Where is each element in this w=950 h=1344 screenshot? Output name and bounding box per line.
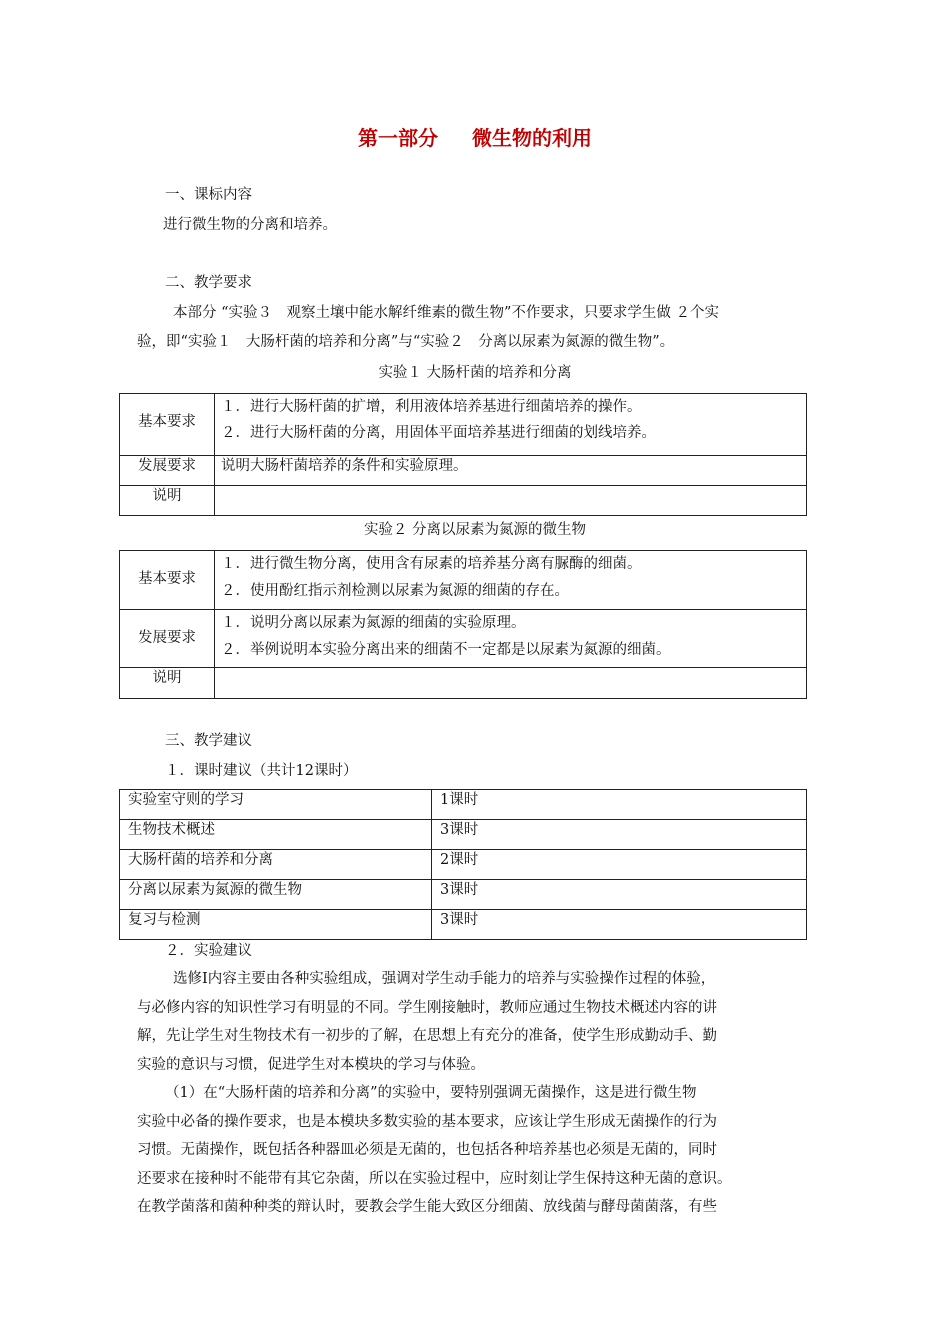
hours-topic: 大肠杆菌的培养和分离 — [120, 850, 432, 880]
row-label: 基本要求 — [120, 394, 215, 456]
paragraph-line: （1）在“大肠杆菌的培养和分离”的实验中，要特别强调无菌操作，这是进行微生物 — [165, 1085, 697, 1101]
intro-line: 本部分 “实验３ 观察土壤中能水解纤维素的微生物”不作要求，只要求学生做 ２个实 — [173, 305, 720, 321]
row-line: １．进行微生物分离，使用含有尿素的培养基分离有脲酶的细菌。 — [221, 556, 642, 572]
hours-value: 2课时 — [432, 850, 807, 880]
page-title — [0, 122, 950, 151]
paragraph-line: 习惯。无菌操作，既包括各种器皿必须是无菌的，也包括各种培养基也必须是无菌的，同时 — [137, 1142, 717, 1158]
row-label: 发展要求 — [120, 610, 215, 668]
table-row — [120, 456, 807, 486]
table-row — [120, 551, 807, 610]
paragraph-line: 在教学菌落和菌种种类的辩认时，要教会学生能大致区分细菌、放线菌与酵母菌菌落，有些 — [137, 1199, 717, 1215]
section3-sub2: ２．实验建议 — [165, 943, 252, 959]
row-content — [215, 610, 807, 668]
exp2-caption: 实验２ 分离以尿素为氮源的微生物 — [363, 522, 587, 538]
paragraph-line: 与必修内容的知识性学习有明显的不同。学生刚接触时，教师应通过生物技术概述内容的讲 — [137, 999, 717, 1016]
exp2-table — [119, 550, 807, 699]
row-line: １．进行大肠杆菌的扩增，利用液体培养基进行细菌培养的操作。 — [221, 399, 642, 415]
row-content — [215, 486, 807, 516]
intro-line: 验，即“实验１ 大肠杆菌的培养和分离”与“实验２ 分离以尿素为氮源的微生物”。 — [137, 333, 675, 350]
row-line: ２．举例说明本实验分离出来的细菌不一定都是以尿素为氮源的细菌。 — [221, 642, 671, 658]
row-label: 基本要求 — [120, 551, 215, 610]
row-line: ２．进行大肠杆菌的分离，用固体平面培养基进行细菌的划线培养。 — [221, 425, 656, 441]
section2-intro — [137, 299, 817, 356]
paragraph-2 — [137, 1079, 817, 1222]
section1-heading: 一、课标内容 — [165, 187, 252, 203]
hours-topic: 生物技术概述 — [120, 820, 432, 850]
hours-topic: 分离以尿素为氮源的微生物 — [120, 880, 432, 910]
section3-sub1: １．课时建议（共计12课时） — [165, 763, 358, 779]
title-part: 第一部分 — [358, 126, 438, 150]
paragraph-line: 选修Ⅰ内容主要由各种实验组成，强调对学生动手能力的培养与实验操作过程的体验， — [173, 971, 716, 987]
row-label: 发展要求 — [120, 456, 215, 486]
hours-topic: 复习与检测 — [120, 910, 432, 940]
hours-topic: 实验室守则的学习 — [120, 790, 432, 820]
table-row — [120, 610, 807, 668]
table-row — [120, 820, 807, 850]
section3-heading: 三、教学建议 — [165, 733, 252, 749]
hours-table — [119, 789, 807, 940]
row-label: 说明 — [120, 486, 215, 516]
row-content — [215, 551, 807, 610]
row-content — [215, 668, 807, 699]
hours-value: 3课时 — [432, 820, 807, 850]
table-row — [120, 790, 807, 820]
hours-value: 3课时 — [432, 910, 807, 940]
row-content — [215, 456, 807, 486]
row-line: １．说明分离以尿素为氮源的细菌的实验原理。 — [221, 615, 526, 631]
hours-value: 1课时 — [432, 790, 807, 820]
paragraph-line: 解，先让学生对生物技术有一初步的了解，在思想上有充分的准备，使学生形成勤动手、勤 — [137, 1028, 717, 1044]
row-line: 说明大肠杆菌培养的条件和实验原理。 — [221, 458, 468, 474]
table-row — [120, 668, 807, 699]
row-label: 说明 — [120, 668, 215, 699]
paragraph-line: 还要求在接种时不能带有其它杂菌，所以在实验过程中，应时刻让学生保持这种无菌的意识。 — [137, 1170, 732, 1187]
title-name: 微生物的利用 — [472, 126, 592, 150]
row-content — [215, 394, 807, 456]
exp1-table — [119, 393, 807, 516]
row-line: ２．使用酚红指示剂检测以尿素为氮源的细菌的存在。 — [221, 583, 569, 599]
paragraph-1 — [137, 965, 817, 1079]
table-row — [120, 880, 807, 910]
table-row — [120, 486, 807, 516]
table-row — [120, 910, 807, 940]
hours-value: 3课时 — [432, 880, 807, 910]
table-row — [120, 850, 807, 880]
paragraph-line: 实验的意识与习惯，促进学生对本模块的学习与体验。 — [137, 1056, 485, 1073]
paragraph-line: 实验中必备的操作要求，也是本模块多数实验的基本要求，应该让学生形成无菌操作的行为 — [137, 1113, 717, 1130]
section1-text: 进行微生物的分离和培养。 — [163, 217, 337, 233]
section2-heading: 二、教学要求 — [165, 275, 252, 291]
table-row — [120, 394, 807, 456]
exp1-caption: 实验１ 大肠杆菌的培养和分离 — [378, 365, 572, 381]
